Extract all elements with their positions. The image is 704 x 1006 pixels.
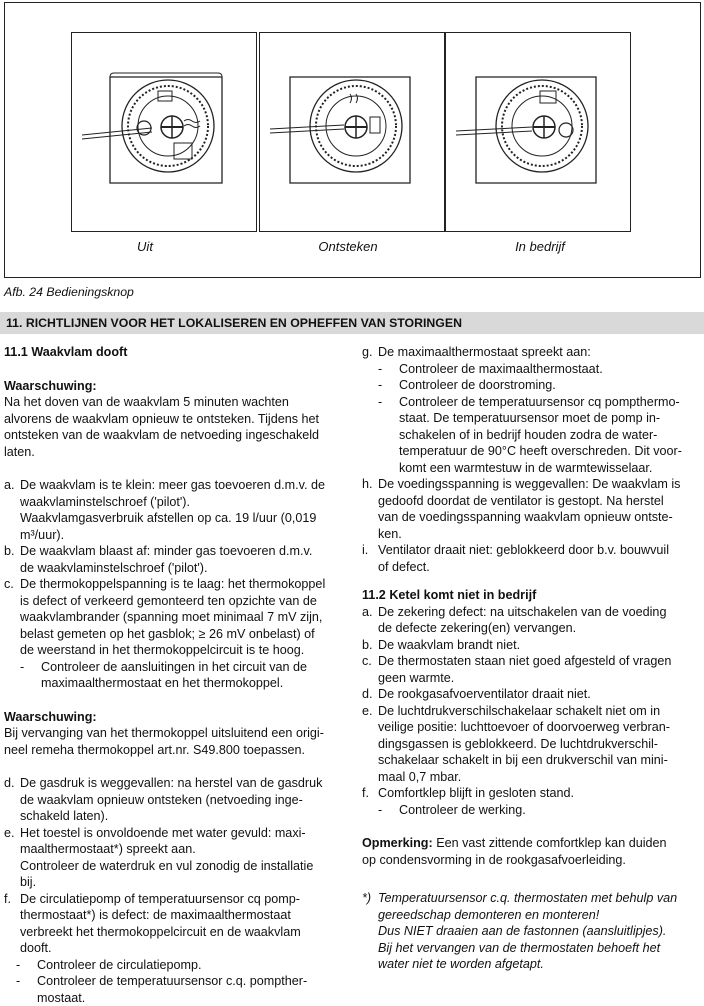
list-item [362, 361, 702, 378]
warning-text [4, 725, 344, 758]
fault-item [362, 542, 702, 575]
list-marker: - [378, 394, 382, 411]
list-marker: i. [362, 542, 368, 559]
text-line: Comfortklep blijft in gesloten stand. [378, 785, 702, 802]
list-item [362, 686, 702, 703]
fault-sub-list [362, 361, 702, 477]
text-line: Temperatuursensor c.q. thermostaten met behulp van [378, 890, 702, 907]
right-column [362, 344, 702, 973]
text-line: Bij vervanging van het thermokoppel uitsluitend een origi- [4, 725, 344, 742]
note-text-1: Een vast zittende comfortklep kan duiden [436, 836, 666, 850]
text-line: komt een warmtestuw in de warmtewisselaar. [399, 460, 702, 477]
section-header [0, 312, 704, 334]
knob-panel-on [445, 32, 631, 232]
knob-panel-off [71, 32, 257, 232]
list-item [362, 344, 702, 361]
text-line: de weerstand in het thermokoppelcircuit is te hoog. [20, 642, 344, 659]
text-line: geen warmte. [378, 670, 702, 687]
text-line: De waakvlam brandt niet. [378, 637, 702, 654]
text-line: schakeld laten). [20, 808, 344, 825]
fault-item [362, 476, 702, 542]
text-line: waakvlaminstelschroef ('pilot'). [20, 494, 344, 511]
text-line: gereedschap demonteren en monteren! [378, 907, 702, 924]
panel-label-on: In bedrijf [490, 239, 590, 256]
text-line: Na het doven van de waakvlam 5 minuten wachten [4, 394, 344, 411]
text-line: waakvlambrander (spanning moet minimaal 7 mV zijn, [20, 609, 344, 626]
text-line: De voedingsspanning is weggevallen: De waakvlam is [378, 476, 702, 493]
list-marker: e. [362, 703, 373, 720]
text-line: maximaalthermostaat en het thermokoppel. [41, 675, 344, 692]
text-line: ken. [378, 526, 702, 543]
left-column [4, 344, 344, 1006]
list-marker: a. [362, 604, 373, 621]
text-line: temperatuur de 90°C heeft overschreden. Dit voor- [399, 443, 702, 460]
text-line: water niet te worden afgetapt. [378, 956, 702, 973]
list-marker: b. [4, 543, 15, 560]
text-line: laten. [4, 444, 344, 461]
list-marker: e. [4, 825, 15, 842]
text-line: Controleer de doorstroming. [399, 377, 702, 394]
text-line: Controleer de temperatuursensor cq pompthermo- [399, 394, 702, 411]
knob-ignite-icon [260, 33, 444, 231]
fault-list [362, 604, 702, 802]
text-line: Dus NIET draaien aan de fastonnen (aansluitlipjes). [378, 923, 702, 940]
knob-off-icon [72, 33, 256, 231]
text-line: verbreekt het thermokoppelcircuit en de waakvlam [20, 924, 344, 941]
list-item [4, 477, 344, 543]
fault-list [4, 477, 344, 659]
text-line: De circulatiepomp of temperatuursensor cq pomp- [20, 891, 344, 908]
text-line: Controleer de aansluitingen in het circuit van de [41, 659, 344, 676]
text-line: mostaat. [37, 990, 344, 1006]
text-line: dooft. [20, 940, 344, 957]
text-line: belast gemeten op het gasblok; ≥ 26 mV onbelast) of [20, 626, 344, 643]
list-item [362, 542, 702, 575]
list-item [362, 802, 702, 819]
warning-title: Waarschuwing: [4, 378, 344, 395]
text-line: neel remeha thermokoppel art.nr. S49.800 toepassen. [4, 742, 344, 759]
list-item [4, 659, 344, 692]
text-line: Ventilator draait niet: geblokkeerd door b.v. bouwvuil [378, 542, 702, 559]
text-line: schakelaar schakelt in bij een drukverschil van mini- [378, 752, 702, 769]
list-marker: c. [4, 576, 14, 593]
text-line: gedoofd doordat de ventilator is gestopt. Na herstel [378, 493, 702, 510]
list-item [362, 637, 702, 654]
text-line: schakelen of in bedrijf houden zodra de water- [399, 427, 702, 444]
text-line: of defect. [378, 559, 702, 576]
list-item [362, 394, 702, 477]
warning-text [4, 394, 344, 460]
fault-list [4, 775, 344, 957]
panel-label-off: Uit [120, 239, 170, 256]
text-line: ontsteken van de waakvlam de netvoeding ingeschakeld [4, 427, 344, 444]
note-text-2: op condensvorming in de rookgasafvoerleiding. [362, 852, 702, 869]
text-line: is defect of verkeerd gemonteerd ten opzichte van de [20, 593, 344, 610]
fault-sub-list [4, 957, 344, 1006]
list-item [4, 891, 344, 957]
list-item [4, 775, 344, 825]
list-marker: - [16, 973, 20, 990]
text-line: Controleer de werking. [399, 802, 702, 819]
knob-panel-ignite [259, 32, 445, 232]
text-line: Bij het vervangen van de thermostaten behoeft het [378, 940, 702, 957]
list-item [362, 476, 702, 542]
text-line: maal 0,7 mbar. [378, 769, 702, 786]
figure-caption: Afb. 24 Bedieningsknop [4, 284, 134, 301]
list-item [362, 785, 702, 802]
text-line: de waakvlam opnieuw ontsteken (netvoeding inge- [20, 792, 344, 809]
text-line: Controleer de waterdruk en vul zonodig de installatie [20, 858, 344, 875]
text-line: De zekering defect: na uitschakelen van de voeding [378, 604, 702, 621]
text-line: alvorens de waakvlam opnieuw te ontsteken. Tijdens het [4, 411, 344, 428]
note [362, 835, 702, 852]
text-line: Het toestel is onvoldoende met water gevuld: maxi- [20, 825, 344, 842]
list-item [362, 653, 702, 686]
text-line: m³/uur). [20, 527, 344, 544]
text-line: De gasdruk is weggevallen: na herstel van de gasdruk [20, 775, 344, 792]
knob-on-icon [446, 33, 630, 231]
text-line: De luchtdrukverschilschakelaar schakelt niet om in [378, 703, 702, 720]
list-item [4, 973, 344, 1006]
text-line: Controleer de temperatuursensor c.q. pompther- [37, 973, 344, 990]
text-line: De rookgasafvoerventilator draait niet. [378, 686, 702, 703]
fault-sub-item [4, 659, 344, 692]
note-title: Opmerking: [362, 836, 433, 850]
list-marker: - [378, 802, 382, 819]
list-item [4, 543, 344, 576]
list-item [362, 604, 702, 637]
list-item [4, 825, 344, 891]
list-item [4, 957, 344, 974]
subsection-heading: 11.1 Waakvlam dooft [4, 344, 344, 361]
panel-label-ignite: Ontsteken [298, 239, 398, 256]
list-marker: f. [4, 891, 11, 908]
list-marker: f. [362, 785, 369, 802]
section-title: 11. RICHTLIJNEN VOOR HET LOKALISEREN EN OPHEFFEN VAN STORINGEN [6, 315, 462, 332]
subsection-heading: 11.2 Ketel komt niet in bedrijf [362, 587, 702, 604]
text-line: De maximaalthermostaat spreekt aan: [378, 344, 702, 361]
list-item [362, 703, 702, 786]
list-marker: - [16, 957, 20, 974]
list-item [4, 576, 344, 659]
list-marker: - [378, 361, 382, 378]
text-line: veilige positie: luchttoevoer of doorvoerweg verbran- [378, 719, 702, 736]
fault-sub-item [362, 802, 702, 819]
footnote [362, 890, 702, 973]
text-line: thermostaat*) is defect: de maximaalthermostaat [20, 907, 344, 924]
text-line: Controleer de circulatiepomp. [37, 957, 344, 974]
text-line: de waakvlaminstelschroef ('pilot'). [20, 560, 344, 577]
list-marker: - [20, 659, 24, 676]
list-marker: c. [362, 653, 372, 670]
text-line: De thermokoppelspanning is te laag: het thermokoppel [20, 576, 344, 593]
text-line: De waakvlam blaast af: minder gas toevoeren d.m.v. [20, 543, 344, 560]
text-line: De thermostaten staan niet goed afgesteld of vragen [378, 653, 702, 670]
warning-title: Waarschuwing: [4, 709, 344, 726]
text-line: Waakvlamgasverbruik afstellen op ca. 19 l/uur (0,019 [20, 510, 344, 527]
list-marker: d. [362, 686, 373, 703]
text-line: Controleer de maximaalthermostaat. [399, 361, 702, 378]
fault-item [362, 344, 702, 361]
text-line: van de voedingsspanning waakvlam opnieuw ontste- [378, 509, 702, 526]
list-item [362, 377, 702, 394]
text-line: De waakvlam is te klein: meer gas toevoeren d.m.v. de [20, 477, 344, 494]
list-marker: *) [362, 890, 371, 907]
text-line: de defecte zekering(en) vervangen. [378, 620, 702, 637]
list-marker: - [378, 377, 382, 394]
list-marker: g. [362, 344, 373, 361]
text-line: maalthermostaat*) spreekt aan. [20, 841, 344, 858]
text-line: bij. [20, 874, 344, 891]
list-marker: a. [4, 477, 15, 494]
list-marker: d. [4, 775, 15, 792]
text-line: dingsgassen is geblokkeerd. De luchtdrukverschil- [378, 736, 702, 753]
list-item [362, 890, 702, 973]
list-marker: h. [362, 476, 373, 493]
list-marker: b. [362, 637, 373, 654]
text-line: staat. De temperatuursensor moet de pomp in- [399, 410, 702, 427]
